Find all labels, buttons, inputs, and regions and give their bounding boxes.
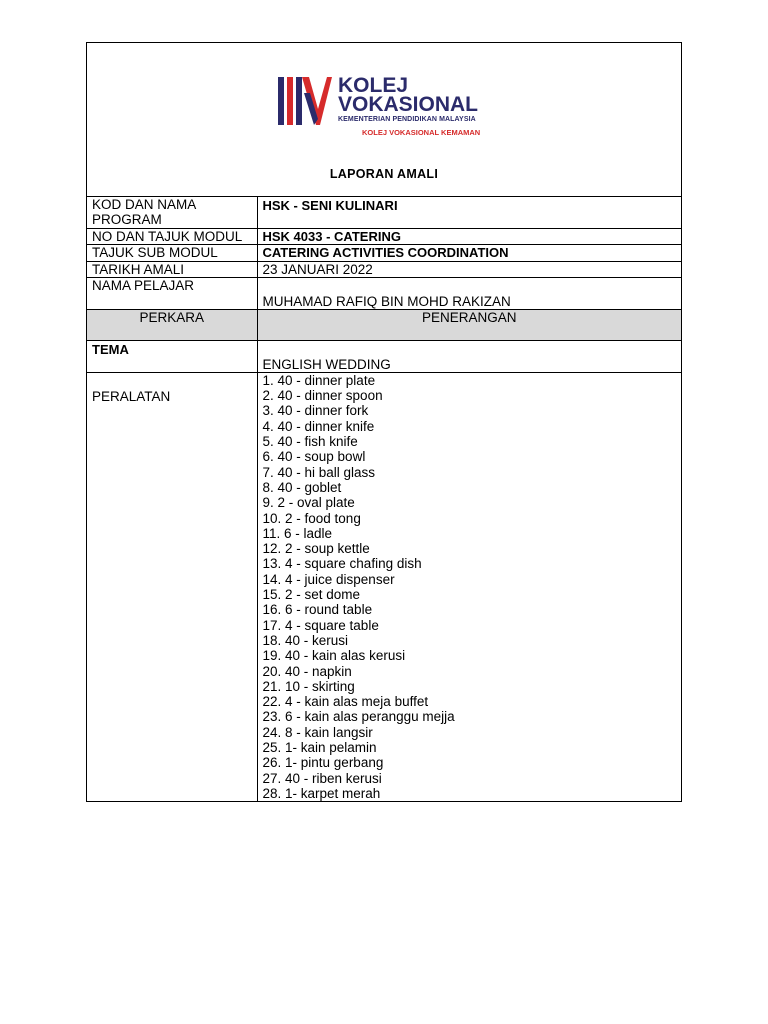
list-item: 6. 40 - soup bowl (262, 449, 366, 465)
list-item: 5. 40 - fish knife (262, 434, 358, 450)
page-title: LAPORAN AMALI (329, 167, 439, 181)
report-header (87, 43, 681, 197)
table-row (87, 372, 681, 801)
list-item: 23. 6 - kain alas peranggu mejja (262, 709, 455, 725)
list-item: 7. 40 - hi ball glass (262, 464, 376, 480)
list-item: 11. 6 - ladle (262, 525, 333, 541)
penerangan-header: PENERANGAN (257, 309, 681, 340)
logo-text-vokasional: VOKASIONAL (338, 93, 479, 116)
list-item: 24. 8 - kain langsir (262, 724, 373, 740)
tarikh-value: 23 JANUARI 2022 (257, 261, 681, 277)
tema-value: ENGLISH WEDDING (257, 340, 681, 372)
list-item: 28. 1- karpet merah (262, 785, 381, 801)
logo-text-kemaman: KOLEJ VOKASIONAL KEMAMAN (362, 128, 481, 137)
logo-text-kementerian: KEMENTERIAN PENDIDIKAN MALAYSIA (338, 116, 476, 123)
program-label: KOD DAN NAMA PROGRAM (87, 197, 257, 229)
list-item: 8. 40 - goblet (262, 479, 342, 495)
list-item: 13. 4 - square chafing dish (262, 556, 422, 572)
logo-text-kolej: KOLEJ (338, 74, 409, 97)
list-item: 25. 1- kain pelamin (262, 740, 377, 756)
list-item: 18. 40 - kerusi (262, 632, 349, 648)
list-item: 12. 2 - soup kettle (262, 541, 370, 557)
kv-logo-mark-icon (276, 75, 332, 133)
list-item: 26. 1- pintu gerbang (262, 755, 384, 771)
peralatan-list (257, 372, 681, 801)
list-item: 15. 2 - set dome (262, 587, 361, 603)
program-value: HSK - SENI KULINARI (257, 197, 681, 229)
submodul-label: TAJUK SUB MODUL (87, 245, 257, 261)
list-item: 20. 40 - napkin (262, 663, 352, 679)
table-row (87, 245, 681, 261)
list-item: 16. 6 - round table (262, 602, 373, 618)
nama-value: MUHAMAD RAFIQ BIN MOHD RAKIZAN (257, 277, 681, 309)
peralatan-label: PERALATAN (87, 372, 257, 801)
tarikh-label: TARIKH AMALI (87, 261, 257, 277)
list-item: 17. 4 - square table (262, 617, 379, 633)
list-item: 10. 2 - food tong (262, 510, 361, 526)
table-row (87, 229, 681, 245)
perkara-header: PERKARA (87, 309, 257, 340)
table-row (87, 197, 681, 229)
modul-value: HSK 4033 - CATERING (257, 229, 681, 245)
list-item: 1. 40 - dinner plate (262, 372, 376, 388)
list-item: 4. 40 - dinner knife (262, 418, 375, 434)
table-row (87, 277, 681, 309)
list-item: 21. 10 - skirting (262, 678, 355, 694)
nama-label: NAMA PELAJAR (87, 277, 257, 309)
list-item: 22. 4 - kain alas meja buffet (262, 694, 429, 710)
table-row (87, 261, 681, 277)
submodul-value: CATERING ACTIVITIES COORDINATION (257, 245, 681, 261)
kolej-vokasional-logo (276, 75, 496, 137)
tema-label: TEMA (87, 340, 257, 372)
table-row (87, 340, 681, 372)
report-sheet (86, 42, 682, 802)
modul-label: NO DAN TAJUK MODUL (87, 229, 257, 245)
list-item: 3. 40 - dinner fork (262, 403, 369, 419)
list-item: 14. 4 - juice dispenser (262, 571, 395, 587)
table-header-row (87, 309, 681, 340)
report-table (87, 197, 681, 801)
list-item: 27. 40 - riben kerusi (262, 770, 382, 786)
list-item: 9. 2 - oval plate (262, 495, 355, 511)
list-item: 19. 40 - kain alas kerusi (262, 648, 406, 664)
list-item: 2. 40 - dinner spoon (262, 388, 383, 404)
